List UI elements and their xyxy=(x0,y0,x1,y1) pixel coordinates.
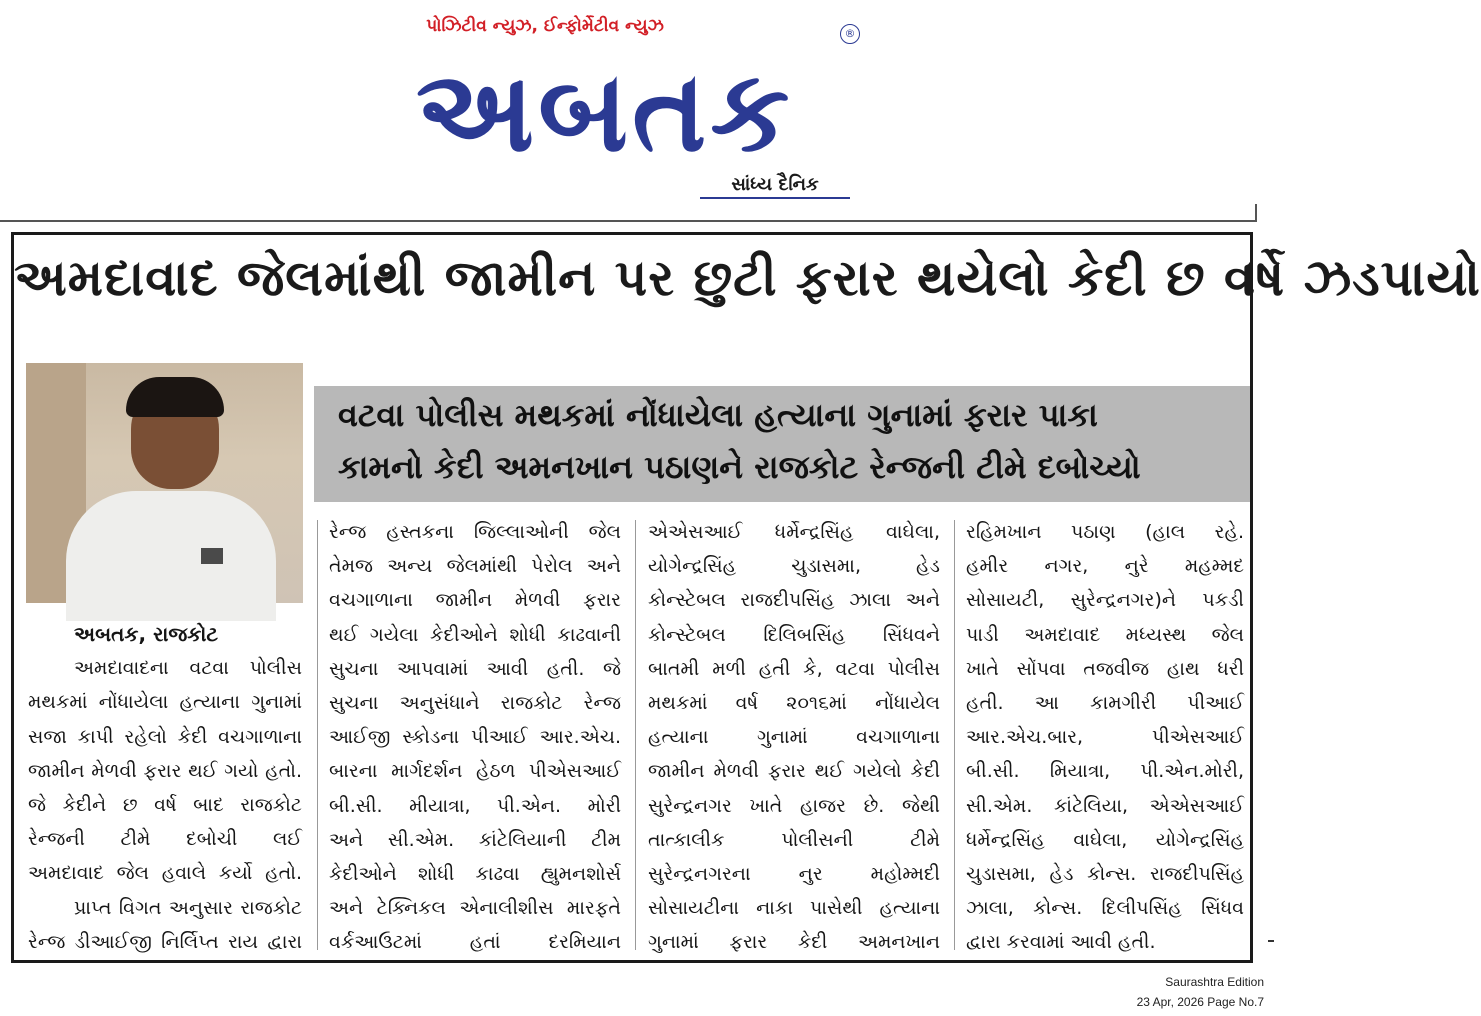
text-line: સજા કાપી રહેલો કેદી વચગાળાના xyxy=(28,725,302,748)
text-line: હત્યાના ગુનામાં વચગાળાના xyxy=(648,726,940,749)
text-line: થઈ ગયેલા કેદીઓને શોધી કાઢવાની xyxy=(329,623,621,646)
edition-info xyxy=(1040,972,1264,1012)
text-line: રેન્જની ટીમે દબોચી લઈ xyxy=(28,828,302,851)
text-line: કેદીઓને શોધી કાઢવા હ્યુમનશોર્સ xyxy=(329,862,621,885)
registered-mark-icon: ® xyxy=(840,24,860,44)
text-line: રહિમખાન પઠાણ (હાલ રહે. xyxy=(966,521,1244,543)
masthead xyxy=(410,14,865,206)
edition-date-page: 23 Apr, 2026 Page No.7 xyxy=(1136,995,1264,1009)
column-divider xyxy=(317,520,318,950)
article-column-4 xyxy=(966,515,1244,959)
text-line: ચુડાસમા, હેડ કોન્સ. રાજદીપસિંહ xyxy=(966,862,1244,885)
text-line: પાડી અમદાવાદ મધ્યસ્થ જેલ xyxy=(966,623,1244,646)
article-dateline: અબતક, રાજકોટ xyxy=(74,622,219,646)
text-line: સુરેન્દ્રનગર ખાતે હાજર છે. જેથી xyxy=(648,794,940,817)
article-column-1 xyxy=(28,617,302,959)
column-divider xyxy=(954,520,955,950)
text-line: આર.એચ.બાર, પીએસઆઈ xyxy=(966,726,1244,749)
top-divider-tick xyxy=(1255,204,1257,222)
photo-hair xyxy=(126,377,224,417)
text-line: સુચના અનુસંધાને રાજકોટ રેન્જ xyxy=(329,691,621,714)
edge-tick xyxy=(1268,940,1274,942)
text-line: ગુનામાં ફરાર કેદી અમનખાન xyxy=(648,931,940,954)
masthead-tagline: પોઝિટીવ ન્યુઝ, ઈન્ફોર્મેટીવ ન્યુઝ xyxy=(426,16,664,36)
text-line: વર્કઆઉટમાં હતાં દરમિયાન xyxy=(329,931,621,954)
text-line: યોગેન્દ્રસિંહ ચુડાસમા, હેડ xyxy=(648,555,940,578)
subheadline-line-2: કામનો કેદી અમનખાન પઠાણને રાજકોટ રેન્જની ટીમે દબોચ્યો xyxy=(338,448,1141,486)
text-line: સુચના આપવામાં આવી હતી. જે xyxy=(329,657,621,680)
article-column-2 xyxy=(329,515,621,959)
text-line: આઈજી સ્કોડના પીઆઈ આર.એચ. xyxy=(329,726,621,749)
text-line: પ્રાપ્ત વિગત અનુસાર રાજકોટ xyxy=(74,896,302,919)
article-column-3 xyxy=(648,515,940,959)
photo-shirt xyxy=(66,491,276,621)
text-line: મથકમાં નોંધાયેલા હત્યાના ગુનામાં xyxy=(28,691,302,714)
text-line: હમીર નગર, નુરે મહમ્મદ xyxy=(966,555,1244,578)
column-divider xyxy=(635,520,636,950)
text-line: હતી. આ કામગીરી પીઆઈ xyxy=(966,691,1244,714)
text-line: કોન્સ્ટેબલ રાજદીપસિંહ ઝાલા અને xyxy=(648,589,940,612)
text-line: બી.સી. મીયાત્રા, પી.એન. મોરી xyxy=(329,794,621,817)
text-line: ઝાલા, કોન્સ. દિલીપસિંહ સિંધવ xyxy=(966,897,1244,920)
masthead-subtitle: સાંધ્ય દૈનિક xyxy=(700,174,850,199)
article-headline: અમદાવાદ જેલમાંથી જામીન પર છુટી ફરાર થયેલો કેદી છ વર્ષે ઝડપાયો xyxy=(14,249,1481,307)
text-line: ધર્મેન્દ્રસિંહ વાઘેલા, યોગેન્દ્રસિંહ xyxy=(966,828,1244,851)
text-line: જામીન મેળવી ફરાર થઈ ગયેલો કેદી xyxy=(648,760,940,783)
text-line: વચગાળાના જામીન મેળવી ફરાર xyxy=(329,589,621,612)
text-line: રેન્જ હસ્તકના જિલ્લાઓની જેલ xyxy=(329,521,621,543)
article-subheadline xyxy=(314,386,1250,502)
text-line: બી.સી. મિયાત્રા, પી.એન.મોરી, xyxy=(966,760,1244,783)
article-frame xyxy=(11,232,1481,963)
text-line: સુરેન્દ્રનગરના નુર મહોમ્મદી xyxy=(648,862,940,885)
text-line: ખાતે સોંપવા તજવીજ હાથ ધરી xyxy=(966,657,1244,680)
person-photo xyxy=(26,363,303,603)
text-line: અને ટેક્નિકલ એનાલીશીસ મારફતે xyxy=(329,897,621,920)
top-divider xyxy=(0,220,1257,222)
text-line: તેમજ અન્ય જેલમાંથી પેરોલ અને xyxy=(329,555,621,578)
subheadline-line-1: વટવા પોલીસ મથકમાં નોંધાયેલા હત્યાના ગુનામાં ફરાર પાકા xyxy=(338,396,1098,434)
text-line: અમદાવાદ જેલ હવાલે કર્યો હતો. xyxy=(28,862,302,885)
text-line: સોસાયટી, સુરેન્દ્રનગર)ને પકડી xyxy=(966,589,1244,612)
text-line: બાતમી મળી હતી કે, વટવા પોલીસ xyxy=(648,657,940,680)
photo-shirt-patch xyxy=(201,548,223,564)
text-line: મથકમાં વર્ષ ૨૦૧૬માં નોંધાયેલ xyxy=(648,691,940,714)
text-line: એએસઆઈ ધર્મેન્દ્રસિંહ વાઘેલા, xyxy=(648,521,940,543)
text-line: સોસાયટીના નાકા પાસેથી હત્યાના xyxy=(648,897,940,920)
text-line: સી.એમ. કાંટેલિયા, એએસઆઈ xyxy=(966,794,1244,817)
text-line: દ્વારા કરવામાં આવી હતી. xyxy=(966,931,1156,954)
text-line: બારના માર્ગદર્શન હેઠળ પીએસઆઈ xyxy=(329,760,621,783)
edition-name: Saurashtra Edition xyxy=(1165,975,1264,989)
text-line: તાત્કાલીક પોલીસની ટીમે xyxy=(648,828,940,851)
text-line: અમદાવાદના વટવા પોલીસ xyxy=(74,657,302,680)
newspaper-logo: અબતક xyxy=(416,47,794,177)
text-line: કોન્સ્ટેબલ દિલિબસિંહ સિંધવને xyxy=(648,623,940,646)
text-line: જે કેદીને છ વર્ષ બાદ રાજકોટ xyxy=(28,793,302,816)
text-line: રેન્જ ડીઆઈજી નિર્લિપ્ત રાય દ્વારા xyxy=(28,930,302,953)
text-line: જામીન મેળવી ફરાર થઈ ગયો હતો. xyxy=(28,759,302,782)
text-line: અને સી.એમ. કાંટેલિયાની ટીમ xyxy=(329,828,621,851)
